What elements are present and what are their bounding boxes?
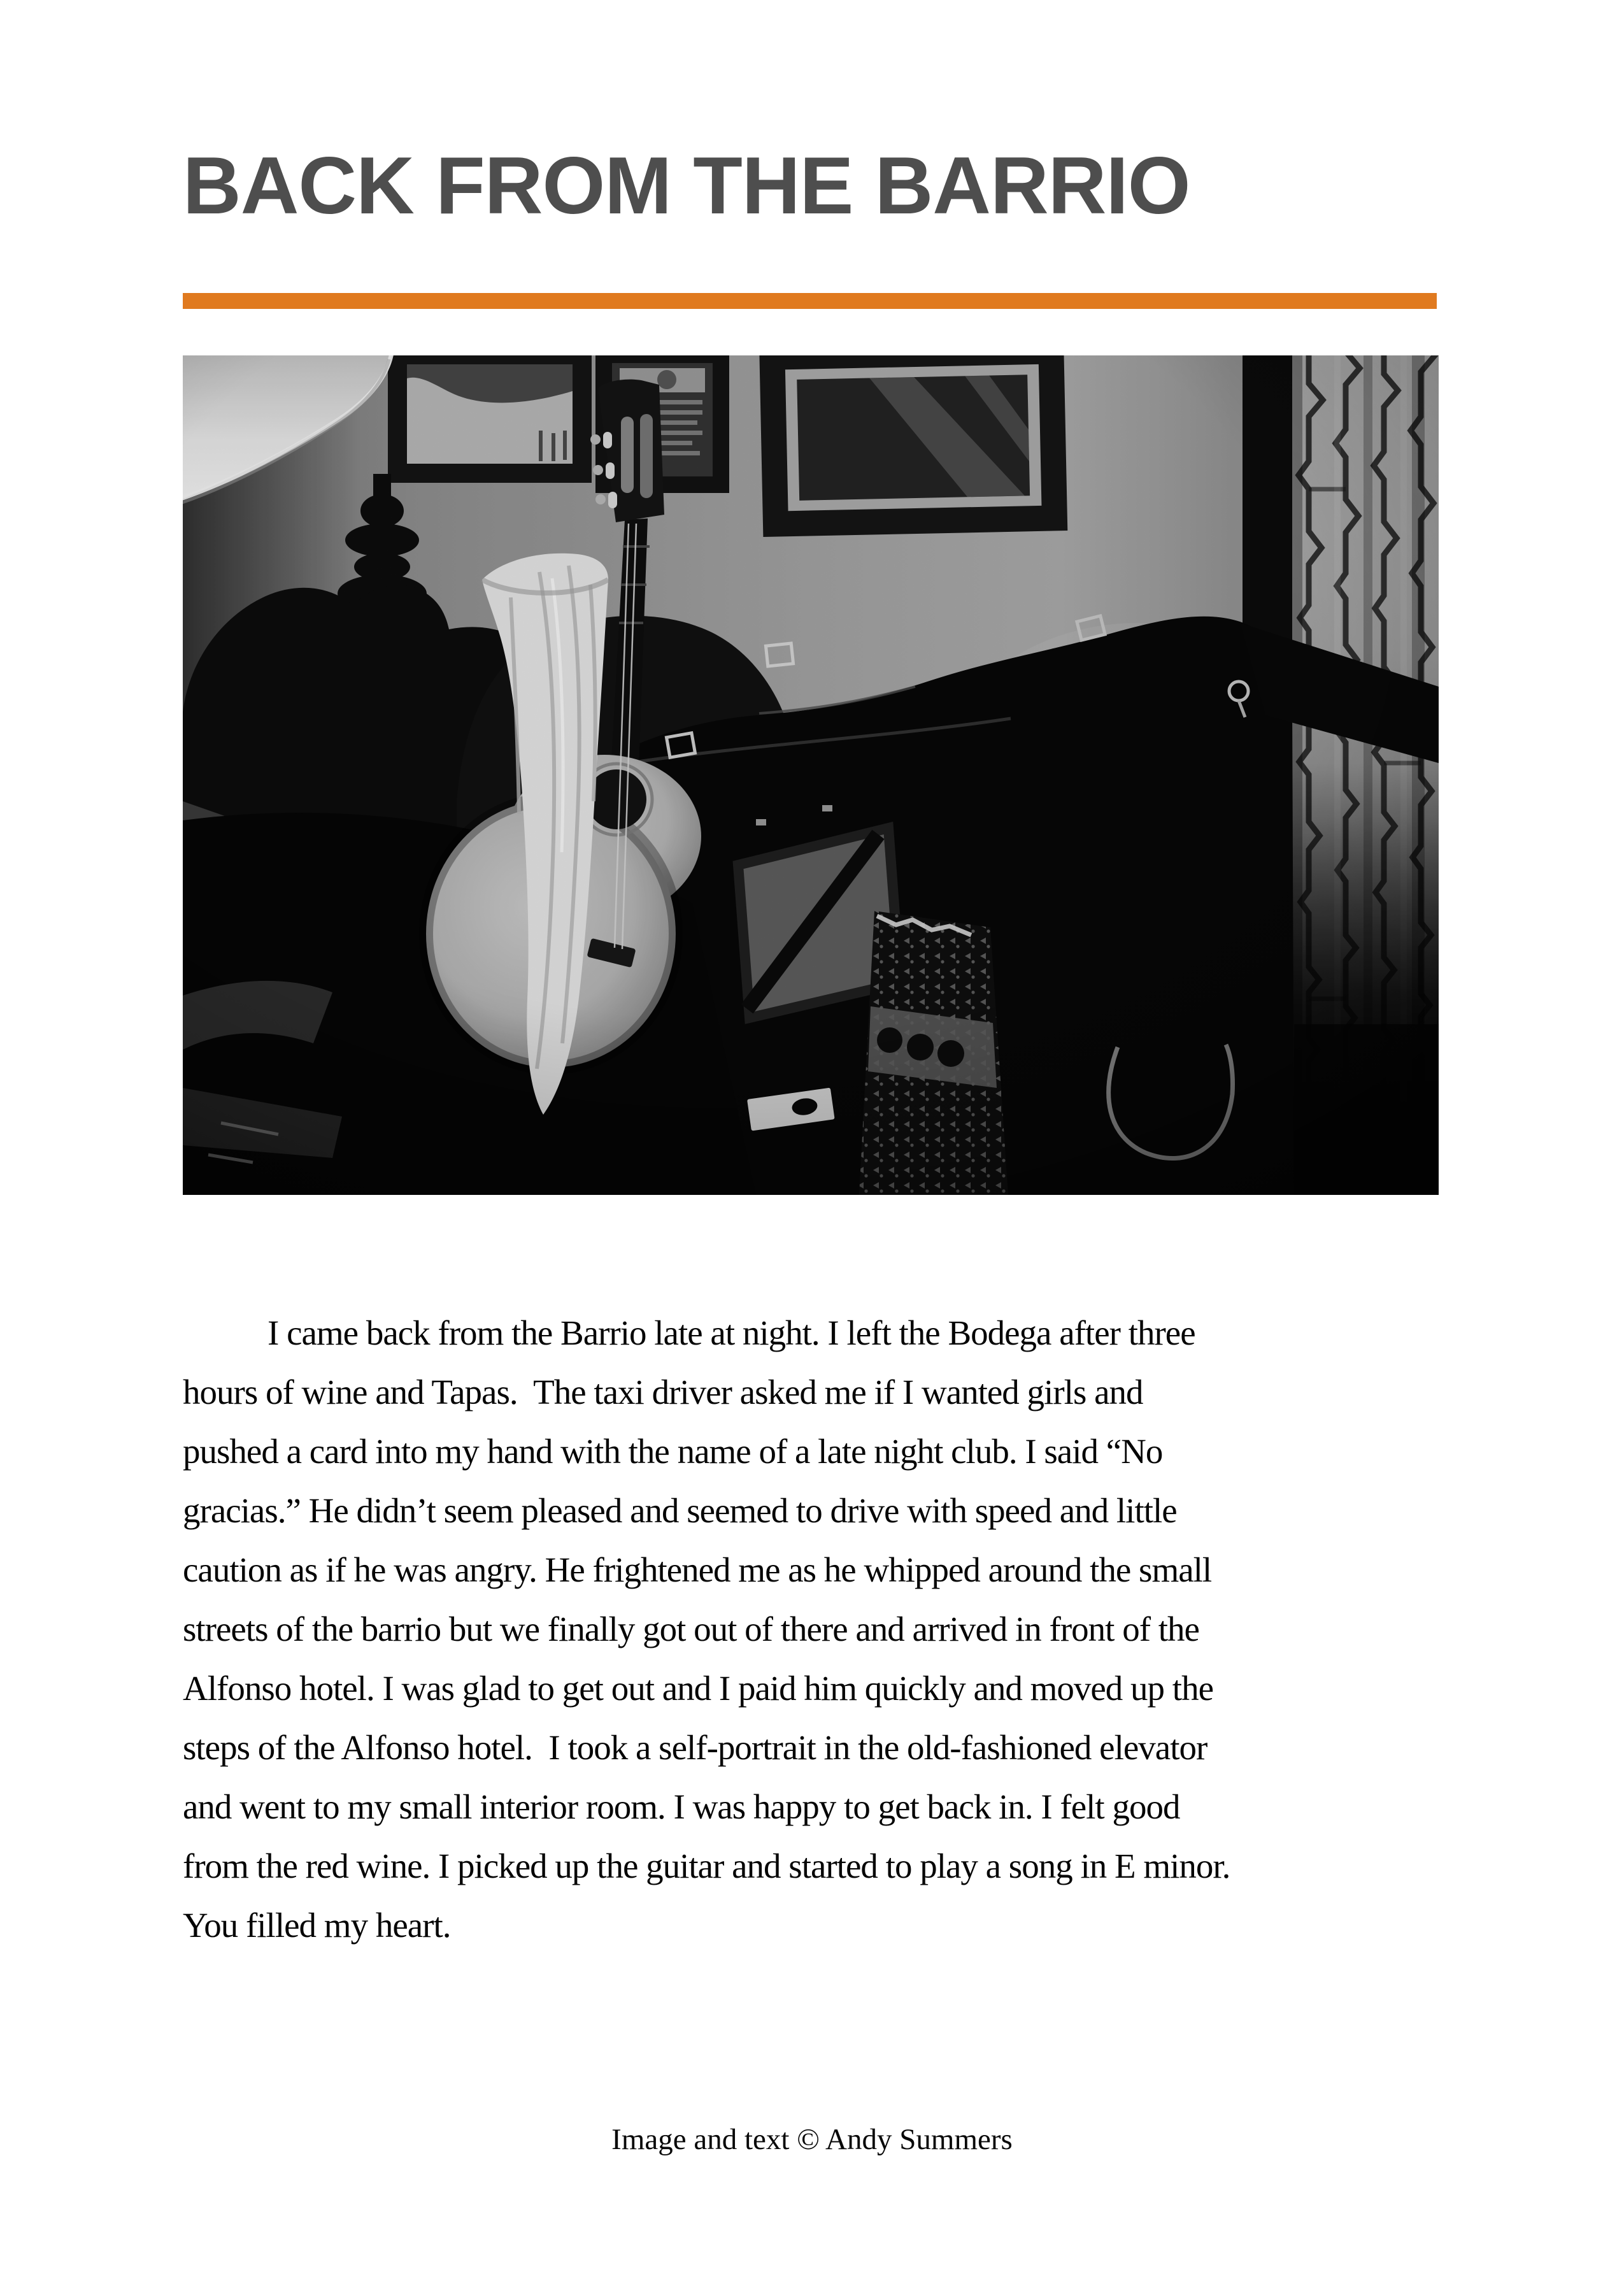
accent-divider-bar — [183, 293, 1437, 309]
article-photo — [183, 355, 1439, 1195]
copyright-caption: Image and text © Andy Summers — [611, 2123, 1013, 2156]
body-line: You filled my heart. — [183, 1906, 451, 1945]
body-line: I came back from the Barrio late at night. I left the Bodega after three — [267, 1313, 1195, 1352]
body-line: Alfonso hotel. I was glad to get out and I paid him quickly and moved up the — [183, 1669, 1213, 1708]
page-title: BACK FROM THE BARRIO — [183, 140, 1190, 231]
body-line: gracias.” He didn’t seem pleased and seemed to drive with speed and little — [183, 1491, 1177, 1530]
body-line: pushed a card into my hand with the name of a late night club. I said “No — [183, 1432, 1163, 1471]
body-line: hours of wine and Tapas. The taxi driver asked me if I wanted girls and — [183, 1373, 1143, 1411]
body-line: and went to my small interior room. I was happy to get back in. I felt good — [183, 1787, 1180, 1826]
body-line: streets of the barrio but we finally got out of there and arrived in front of the — [183, 1610, 1199, 1648]
vignette-overlay — [183, 355, 1439, 1195]
body-line: steps of the Alfonso hotel. I took a self-portrait in the old-fashioned elevator — [183, 1728, 1207, 1767]
body-line: caution as if he was angry. He frightened me as he whipped around the small — [183, 1550, 1212, 1589]
body-line: from the red wine. I picked up the guitar and started to play a song in E minor. — [183, 1847, 1230, 1885]
story-paragraph — [183, 1303, 1457, 1955]
